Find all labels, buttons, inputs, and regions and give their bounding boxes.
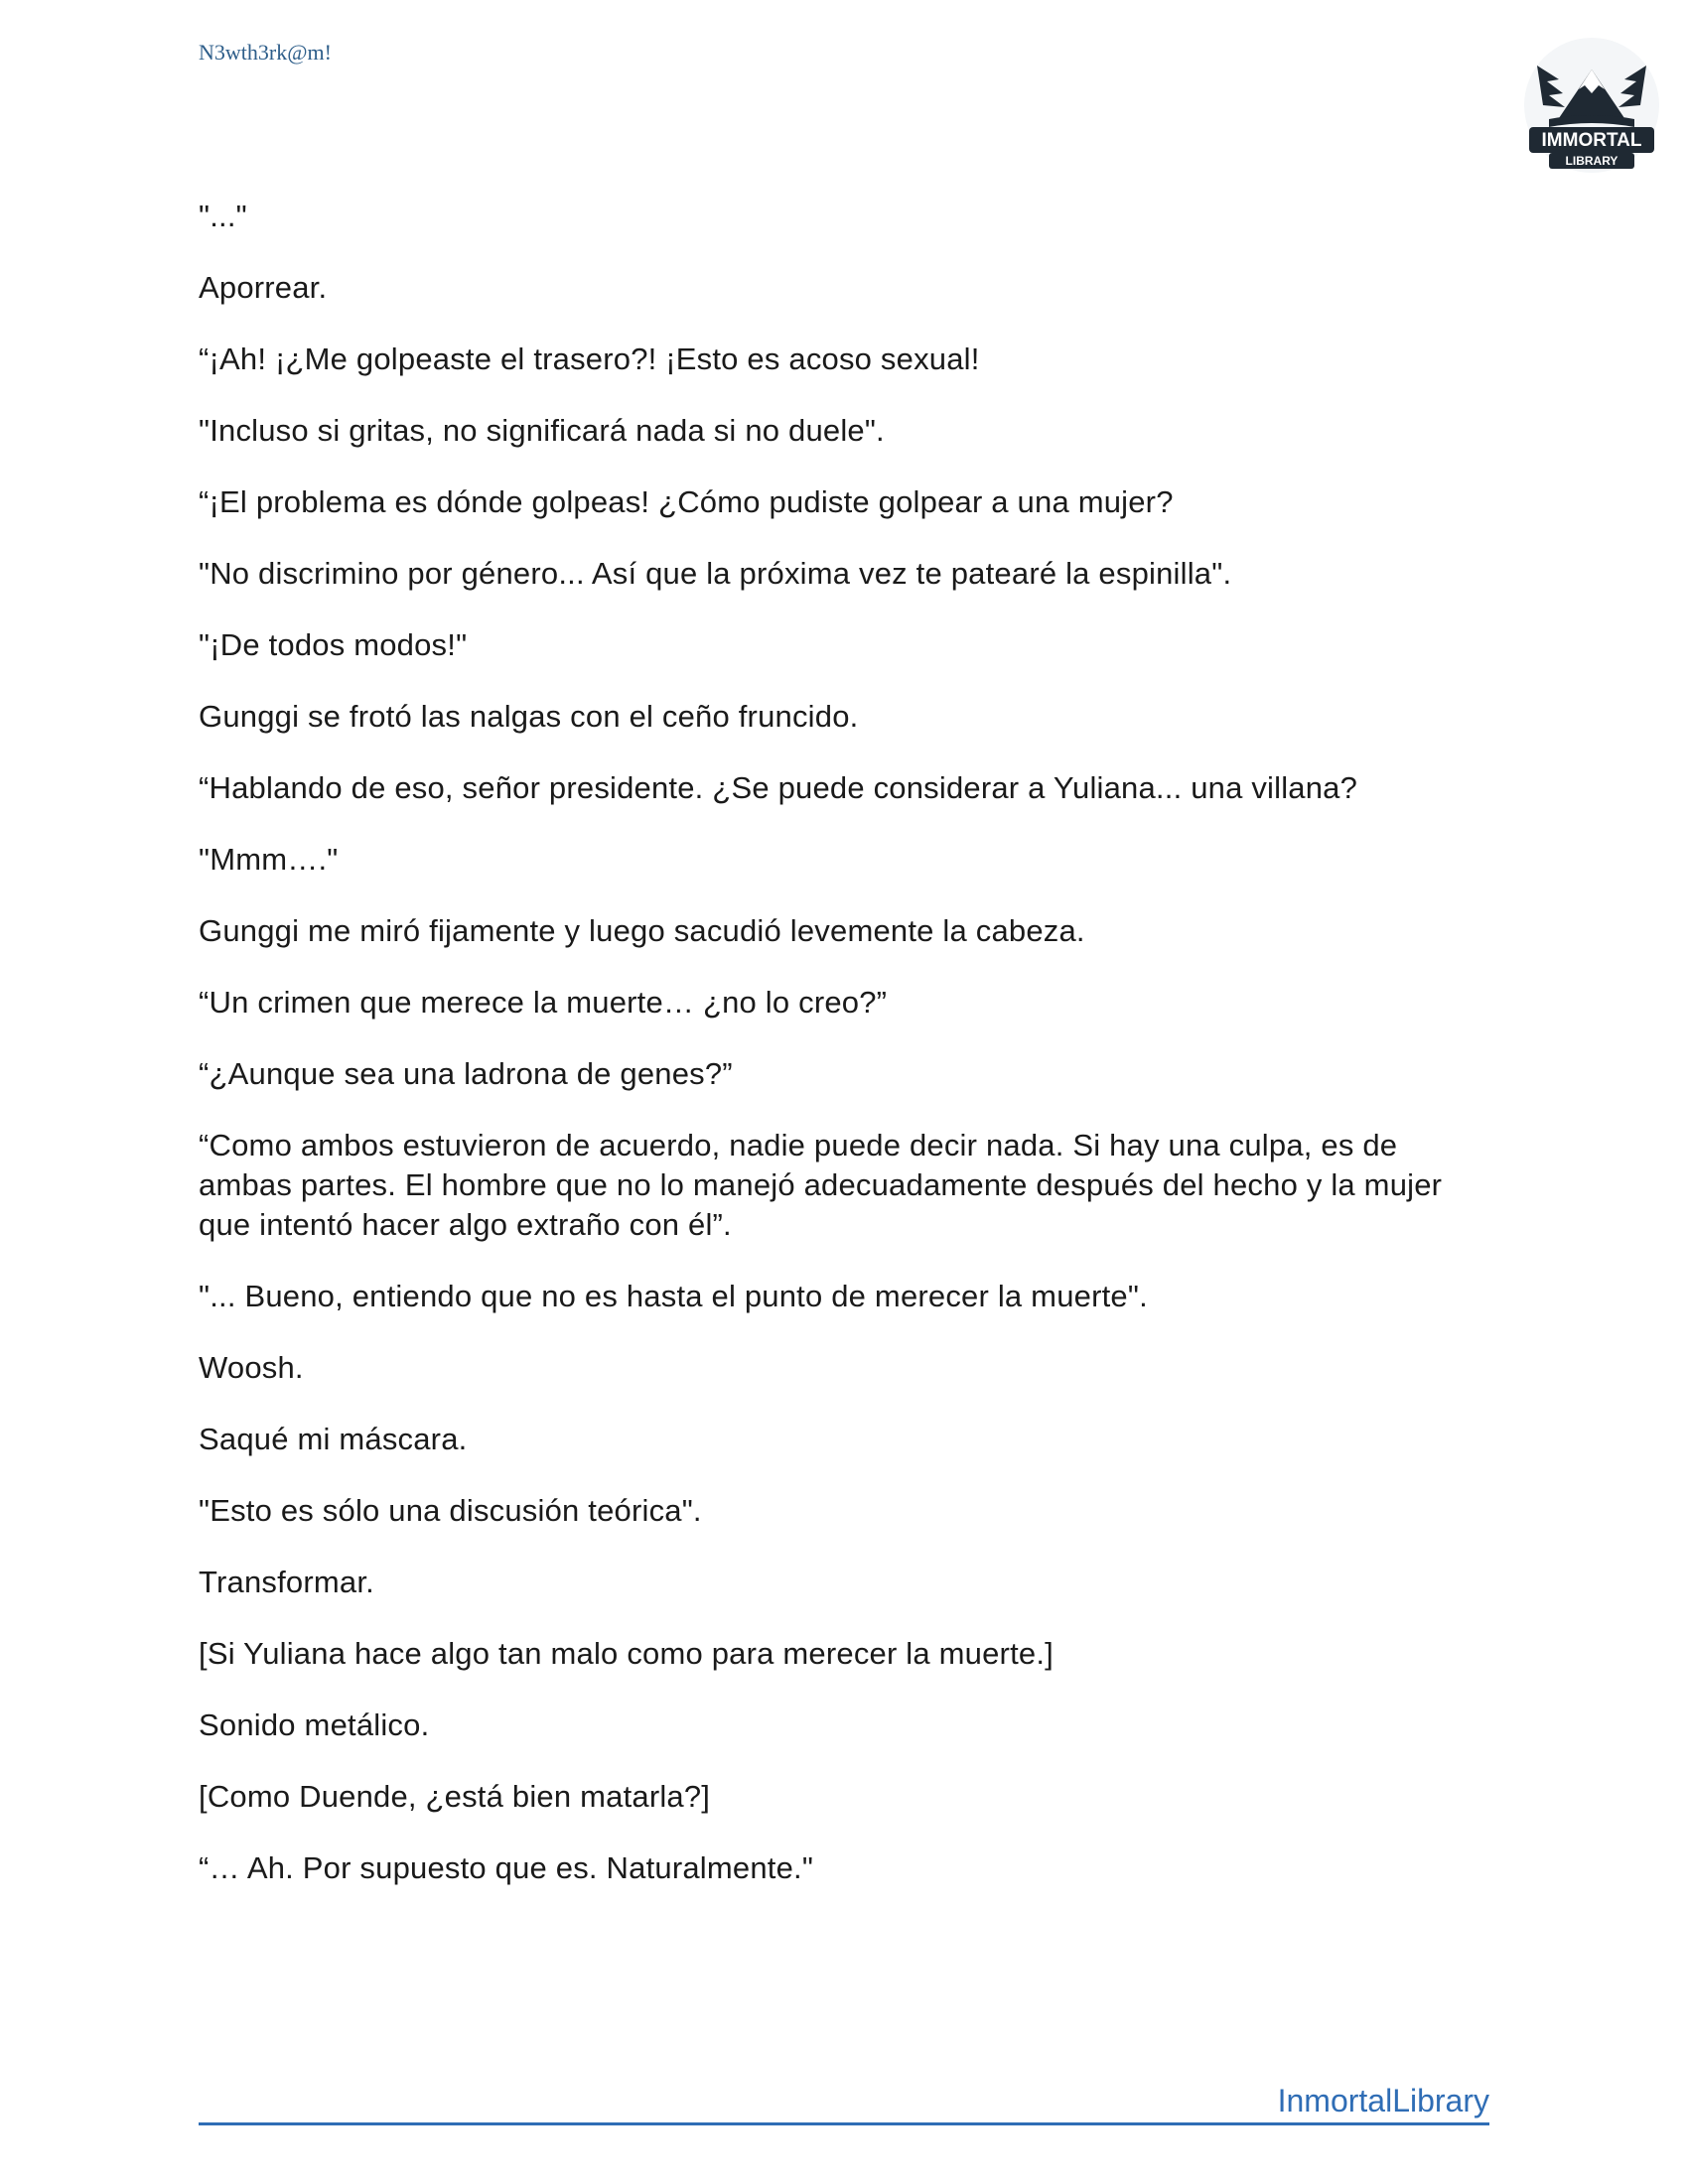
paragraph: "Incluso si gritas, no significará nada si no duele". — [199, 413, 885, 448]
paragraph: "Esto es sólo una discusión teórica". — [199, 1493, 702, 1528]
paragraph: “Un crimen que merece la muerte… ¿no lo creo?” — [199, 985, 888, 1020]
paragraph: "¡De todos modos!" — [199, 627, 468, 662]
page-body — [199, 197, 1489, 1920]
footer-library-link[interactable]: InmortalLibrary — [1277, 2083, 1489, 2118]
paragraph: “Hablando de eso, señor presidente. ¿Se puede considerar a Yuliana... una villana? — [199, 770, 1358, 805]
paragraph: "... Bueno, entiendo que no es hasta el punto de merecer la muerte". — [199, 1279, 1148, 1313]
paragraph: “… Ah. Por supuesto que es. Naturalmente." — [199, 1850, 814, 1885]
paragraph: Gunggi me miró fijamente y luego sacudió levemente la cabeza. — [199, 913, 1085, 948]
dragon-crest-icon — [1519, 36, 1664, 175]
paragraph: “¡Ah! ¡¿Me golpeaste el trasero?! ¡Esto es acoso sexual! — [199, 341, 980, 376]
paragraph: Transformar. — [199, 1565, 374, 1599]
paragraph: Woosh. — [199, 1350, 304, 1385]
paragraph: "Mmm…." — [199, 842, 339, 877]
logo-line1: IMMORTAL — [1541, 130, 1642, 151]
paragraph: "..." — [199, 199, 247, 233]
paragraph: “Como ambos estuvieron de acuerdo, nadie puede decir nada. Si hay una culpa, es de ambas partes. El hombre que no lo manejó adecuadamente después del hecho y la mujer que intentó hacer algo extraño con él”. — [199, 1128, 1443, 1242]
page-footer — [199, 2083, 1489, 2125]
paragraph: “¡El problema es dónde golpeas! ¿Cómo pudiste golpear a una mujer? — [199, 484, 1174, 519]
paragraph: Saqué mi máscara. — [199, 1422, 468, 1456]
immortal-library-logo — [1519, 36, 1664, 175]
paragraph: [Si Yuliana hace algo tan malo como para merecer la muerte.] — [199, 1636, 1054, 1671]
logo-line2: LIBRARY — [1565, 154, 1618, 168]
paragraph: “¿Aunque sea una ladrona de genes?” — [199, 1056, 733, 1091]
paragraph: "No discrimino por género... Así que la próxima vez te patearé la espinilla". — [199, 556, 1232, 591]
paragraph: Sonido metálico. — [199, 1707, 430, 1742]
paragraph: Aporrear. — [199, 270, 328, 305]
paragraph: Gunggi se frotó las nalgas con el ceño fruncido. — [199, 699, 859, 734]
paragraph: [Como Duende, ¿está bien matarla?] — [199, 1779, 711, 1814]
header-watermark-text: N3wth3rk@m! — [199, 40, 332, 65]
